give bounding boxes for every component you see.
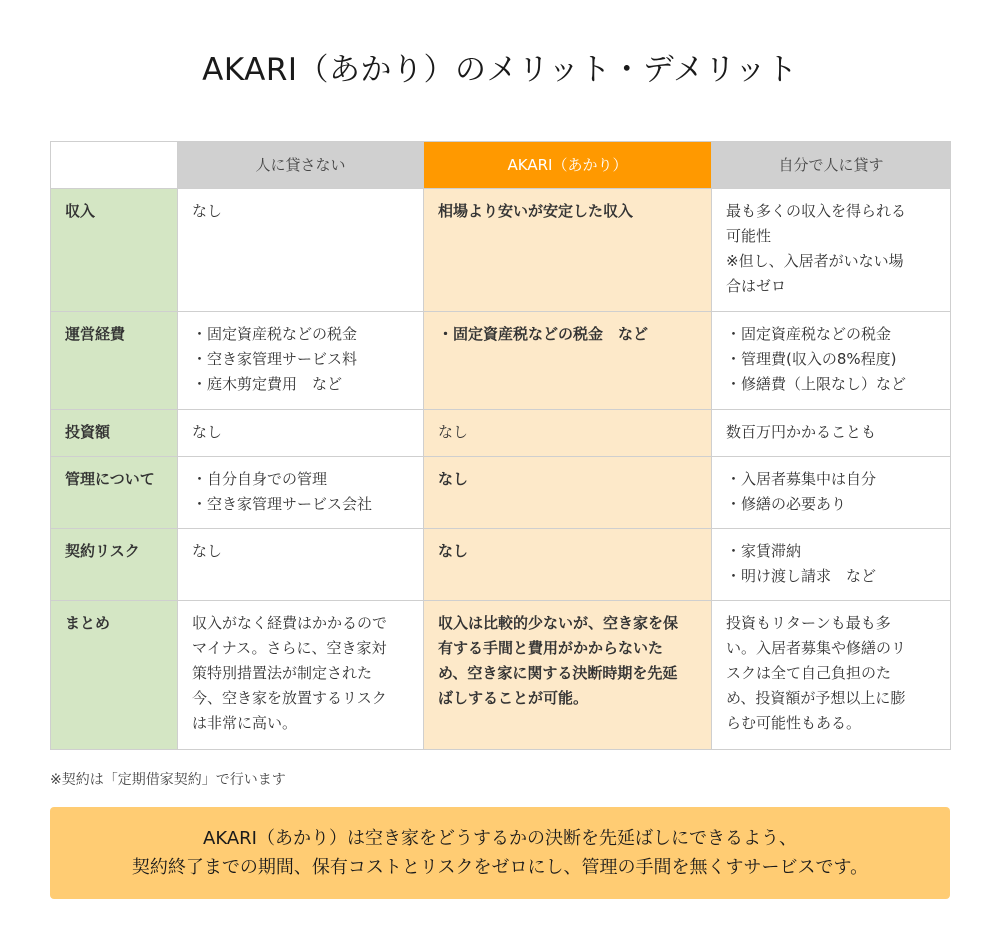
cell-line: ・固定資産税などの税金 など [438, 325, 649, 343]
header-akari: AKARI（あかり） [424, 142, 712, 189]
cell-line: ・明け渡し請求 など [726, 567, 877, 585]
cell-line: ・固定資産税などの税金 [726, 325, 892, 343]
row-label: 管理について [51, 457, 178, 529]
cell-line: 収入は比較的少ないが、空き家を保 [438, 614, 679, 632]
header-no-rent: 人に貸さない [178, 142, 424, 189]
cell-line: ・自分自身での管理 [192, 470, 328, 488]
table-cell [178, 410, 424, 457]
table-cell [712, 457, 951, 529]
table-row-contract-risk [51, 529, 951, 601]
cell-line: 数百万円かかることも [726, 423, 877, 441]
summary-banner [50, 807, 950, 899]
cell-line: スクは全て自己負担のた [726, 664, 892, 682]
cell-line: 有する手間と費用がかからないた [438, 639, 664, 657]
cell-line: マイナス。さらに、空き家対 [192, 639, 387, 657]
table-cell [712, 189, 951, 312]
cell-line: ・管理費(収入の8%程度) [726, 350, 897, 368]
table-row-summary [51, 601, 951, 750]
table-cell [712, 312, 951, 410]
table-row-investment [51, 410, 951, 457]
row-label: まとめ [51, 601, 178, 750]
cell-line: ・庭木剪定費用 など [192, 375, 343, 393]
table-row-income [51, 189, 951, 312]
cell-line: 相場より安いが安定した収入 [438, 202, 634, 220]
row-label: 収入 [51, 189, 178, 312]
table-cell [178, 457, 424, 529]
cell-line: なし [438, 423, 469, 441]
table-cell-akari [424, 410, 712, 457]
cell-line: ・空き家管理サービス料 [192, 350, 358, 368]
table-cell [178, 312, 424, 410]
table-cell-akari [424, 312, 712, 410]
cell-line: なし [192, 202, 223, 220]
table-cell [712, 410, 951, 457]
cell-line: 投資もリターンも最も多 [726, 614, 891, 632]
table-cell [178, 189, 424, 312]
cell-line: ・固定資産税などの税金 [192, 325, 358, 343]
cell-line: 可能性 [726, 227, 772, 245]
table-cell-akari [424, 189, 712, 312]
table-cell-akari [424, 457, 712, 529]
cell-line: ・修繕の必要あり [726, 495, 847, 513]
table-row-management [51, 457, 951, 529]
page-title: AKARI（あかり）のメリット・デメリット [202, 52, 798, 88]
cell-line: なし [192, 423, 223, 441]
cell-line: なし [438, 470, 469, 488]
cell-line: め、空き家に関する決断時期を先延 [438, 664, 678, 682]
table-cell [178, 529, 424, 601]
cell-line: 収入がなく経費はかかるので [192, 614, 388, 632]
cell-line: なし [438, 542, 469, 560]
cell-line: ・修繕費（上限なし）など [726, 375, 907, 393]
row-label: 契約リスク [51, 529, 178, 601]
cell-line: 最も多くの収入を得られる [726, 202, 907, 220]
table-row-expenses [51, 312, 951, 410]
cell-line: ・入居者募集中は自分 [726, 470, 877, 488]
row-label: 投資額 [51, 410, 178, 457]
cell-line: 合はゼロ [726, 277, 787, 295]
table-cell [178, 601, 424, 750]
header-blank-cell [51, 142, 178, 189]
header-self-rent: 自分で人に貸す [712, 142, 951, 189]
cell-line: ※但し、入居者がいない場 [726, 252, 904, 270]
cell-line: ばしすることが可能。 [438, 689, 589, 707]
banner-line-2: 契約終了までの期間、保有コストとリスクをゼロにし、管理の手間を無くすサービスです。 [131, 857, 869, 878]
cell-line: らむ可能性もある。 [726, 714, 862, 732]
cell-line: 策特別措置法が制定された [192, 664, 373, 682]
banner-line-1: AKARI（あかり）は空き家をどうするかの決断を先延ばしにできるよう、 [203, 828, 797, 849]
cell-line: 今、空き家を放置するリスク [192, 689, 387, 707]
table-cell-akari [424, 529, 712, 601]
row-label: 運営経費 [51, 312, 178, 410]
table-cell-akari [424, 601, 712, 750]
cell-line: め、投資額が予想以上に膨 [726, 689, 906, 707]
cell-line: ・家賃滞納 [726, 542, 802, 560]
table-cell [712, 601, 951, 750]
cell-line: ・空き家管理サービス会社 [192, 495, 373, 513]
table-cell [712, 529, 951, 601]
cell-line: なし [192, 542, 223, 560]
cell-line: い。入居者募集や修繕のリ [726, 639, 907, 657]
cell-line: は非常に高い。 [192, 714, 298, 732]
table-header-row [51, 142, 951, 189]
comparison-table [50, 141, 951, 750]
contract-note: ※契約は「定期借家契約」で行います [50, 772, 286, 788]
